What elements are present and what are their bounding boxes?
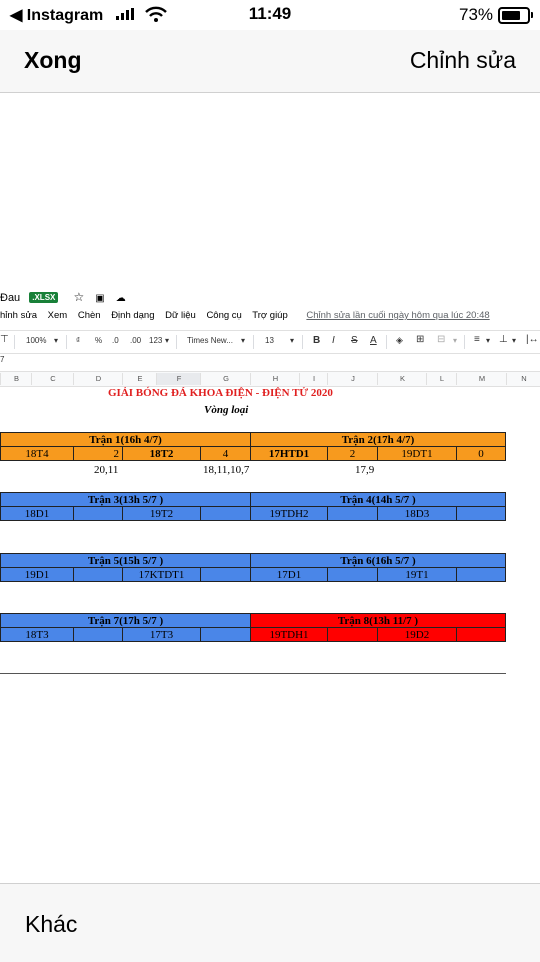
match-2-scorers: 17,9 xyxy=(355,464,375,476)
match-7-header: Trận 7(17h 5/7 ) xyxy=(0,613,251,628)
done-button[interactable]: Xong xyxy=(24,47,82,73)
match-2-score-1: 2 xyxy=(327,446,378,461)
document-title-row xyxy=(0,290,126,308)
match-1-scorers-a: 20,11 xyxy=(94,464,119,476)
match-4-header: Trận 4(14h 5/7 ) xyxy=(250,492,506,507)
match-5-score-1 xyxy=(73,567,123,582)
match-6-score-1 xyxy=(327,567,378,582)
match-1-team-1: 18T4 xyxy=(0,446,74,461)
font-dropdown-icon: ▾ xyxy=(241,336,246,345)
align-dropdown-icon: ▾ xyxy=(486,336,491,345)
sheet-subtitle: Vòng loại xyxy=(204,404,249,416)
move-folder-icon: ▣ xyxy=(95,293,105,304)
menu-edit: hỉnh sửa xyxy=(0,310,37,321)
battery-icon xyxy=(498,7,530,24)
match-6-team-1: 17D1 xyxy=(250,567,328,582)
match-3-score-2 xyxy=(200,506,251,521)
sheets-toolbar xyxy=(0,330,540,354)
match-3-header: Trận 3(13h 5/7 ) xyxy=(0,492,251,507)
match-5-team-2: 17KTDT1 xyxy=(122,567,201,582)
match-1-header: Trận 1(16h 4/7) xyxy=(0,432,251,447)
match-7-score-1 xyxy=(73,627,123,642)
match-3-team-1: 18D1 xyxy=(0,506,74,521)
document-name: Đau xyxy=(0,292,21,304)
column-header-b: B xyxy=(0,373,32,385)
bottom-toolbar xyxy=(0,883,540,962)
match-4-score-1 xyxy=(327,506,378,521)
merge-cells-icon: ⊟ xyxy=(437,334,446,345)
match-4-score-2 xyxy=(456,506,506,521)
borders-icon: ⊞ xyxy=(416,334,425,345)
match-2-header: Trận 2(17h 4/7) xyxy=(250,432,506,447)
match-1-score-2: 4 xyxy=(200,446,251,461)
match-6-team-2: 19T1 xyxy=(377,567,457,582)
match-2-team-2: 19DT1 xyxy=(377,446,457,461)
menu-view: Xem xyxy=(47,310,68,321)
cell-reference: 7 xyxy=(0,355,5,364)
bold-button: B xyxy=(313,335,321,346)
match-6-score-2 xyxy=(456,567,506,582)
match-1-scorers-b: 18,11,10,7 xyxy=(203,464,250,476)
font-size-select: 13 xyxy=(265,336,274,345)
text-wrap-icon: |↔ xyxy=(526,334,539,345)
edit-button[interactable]: Chỉnh sửa xyxy=(409,47,516,73)
column-header-j: J xyxy=(327,373,378,385)
sheets-menu-bar xyxy=(0,310,498,321)
match-7-score-2 xyxy=(200,627,251,642)
text-color-button: A xyxy=(370,335,377,346)
match-2-score-2: 0 xyxy=(456,446,506,461)
match-6-header: Trận 6(16h 5/7 ) xyxy=(250,553,506,568)
zoom-dropdown-icon: ▾ xyxy=(54,336,59,345)
percent-format: % xyxy=(95,336,103,345)
paint-format-icon: ⊤ xyxy=(0,334,9,345)
align-left-icon: ≡ xyxy=(474,334,480,345)
menu-insert: Chèn xyxy=(77,310,101,321)
menu-data: Dữ liệu xyxy=(165,310,196,321)
increase-decimal: .00 xyxy=(130,336,142,345)
nav-bar xyxy=(0,30,540,93)
match-1-score-1: 2 xyxy=(73,446,123,461)
italic-button: I xyxy=(332,335,335,346)
page-divider xyxy=(0,673,506,674)
last-edit-text: Chỉnh sửa lần cuối ngày hôm qua lúc 20:48 xyxy=(306,310,490,321)
match-1-team-2: 18T2 xyxy=(122,446,201,461)
column-header-d: D xyxy=(73,373,123,385)
column-headers xyxy=(0,371,540,387)
match-8-team-2: 19D2 xyxy=(377,627,457,642)
match-5-header: Trận 5(15h 5/7 ) xyxy=(0,553,251,568)
match-5-score-2 xyxy=(200,567,251,582)
column-header-g: G xyxy=(200,373,251,385)
decrease-decimal: .0 xyxy=(112,336,119,345)
fill-color-icon: ◈ xyxy=(396,335,403,345)
menu-format: Định dạng xyxy=(111,310,155,321)
status-bar xyxy=(0,0,540,30)
match-4-team-2: 18D3 xyxy=(377,506,457,521)
clock: 11:49 xyxy=(248,4,292,23)
column-header-e: E xyxy=(122,373,157,385)
match-7-team-2: 17T3 xyxy=(122,627,201,642)
column-header-i: I xyxy=(299,373,328,385)
strikethrough-button: S xyxy=(351,335,358,346)
number-format: 123 xyxy=(149,336,163,345)
vertical-align-icon: ⊥ xyxy=(499,334,508,345)
more-button[interactable]: Khác xyxy=(25,911,78,937)
column-header-c: C xyxy=(31,373,74,385)
match-3-score-1 xyxy=(73,506,123,521)
column-header-l: L xyxy=(426,373,457,385)
number-format-dropdown-icon: ▾ xyxy=(165,336,170,345)
star-icon: ☆ xyxy=(73,290,85,304)
column-header-m: M xyxy=(456,373,507,385)
cloud-icon: ☁ xyxy=(115,293,126,304)
match-4-team-1: 19TDH2 xyxy=(250,506,328,521)
zoom-select: 100% xyxy=(26,336,47,345)
battery-percent: 73% xyxy=(459,5,494,24)
font-select: Times New... xyxy=(187,336,233,345)
column-header-k: K xyxy=(377,373,427,385)
match-8-header: Trận 8(13h 11/7 ) xyxy=(250,613,506,628)
merge-dropdown-icon: ▾ xyxy=(453,336,458,345)
column-header-f: F xyxy=(156,373,201,385)
match-8-score-2 xyxy=(456,627,506,642)
match-8-team-1: 19TDH1 xyxy=(250,627,328,642)
match-8-score-1 xyxy=(327,627,378,642)
back-to-instagram[interactable]: ◀ Instagram xyxy=(10,7,104,24)
match-2-team-1: 17HTD1 xyxy=(250,446,328,461)
vertical-align-dropdown-icon: ▾ xyxy=(512,336,517,345)
column-header-h: H xyxy=(250,373,300,385)
menu-tools: Công cụ xyxy=(206,310,242,321)
xlsx-badge: .XLSX xyxy=(29,292,58,303)
font-size-dropdown-icon: ▾ xyxy=(290,336,295,345)
match-3-team-2: 19T2 xyxy=(122,506,201,521)
menu-help: Trợ giúp xyxy=(252,310,288,321)
column-header-n: N xyxy=(506,373,540,385)
currency-format: ₫ xyxy=(76,336,81,345)
match-5-team-1: 19D1 xyxy=(0,567,74,582)
match-7-team-1: 18T3 xyxy=(0,627,74,642)
